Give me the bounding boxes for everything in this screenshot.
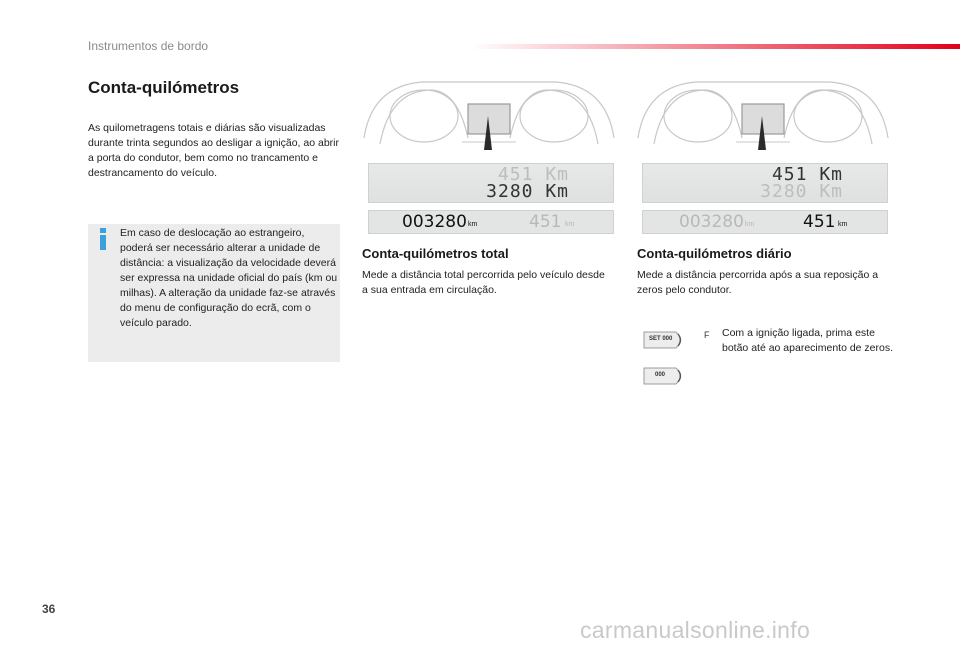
display-trip-line: 451 Km [771,164,843,185]
instrument-cluster-illustration-daily [636,78,890,158]
info-icon [98,228,108,250]
daily-section-title: Conta-quilómetros diário [637,246,792,261]
trip-display-daily [642,163,888,203]
instrument-cluster-illustration-total [362,78,616,158]
running-header: Instrumentos de bordo [88,39,209,53]
reset-button-label: 000 [655,372,666,378]
odometer-trip-value: 451 [803,212,836,232]
trip-display-total [368,163,614,203]
display-total-line: 3280 Km [486,181,569,202]
reset-button-illustration [642,330,688,352]
odometer-trip-unit: km [565,221,575,228]
bullet-arrow-icon: F [704,330,710,340]
info-box-text: Em caso de deslocação ao estrangeiro, poderá ser necessário alterar a unidade de distância: a visualização da velocidade deverá ser expressa na unidade oficial do país (km ou milhas). A alteração da unidade faz-se através do menu de configuração do ecrã, com o veículo parado. [120,227,338,329]
display-total-line: 3280 Km [760,181,843,202]
odometer-total-value: 003280 [679,212,744,232]
odometer-total-unit: km [745,221,755,228]
header-accent-bar [470,44,960,49]
odometer-total-unit: km [468,221,478,228]
reset-button-label: SET 000 [649,336,673,342]
watermark: carmanualsonline.info [580,617,811,643]
page-number: 36 [42,602,56,616]
odometer-total-value: 003280 [402,212,467,232]
odometer-trip-unit: km [838,221,848,228]
daily-section-text: Mede a distância percorrida após a sua reposição a zeros pelo condutor. [637,269,879,296]
odometer-bar-total [368,210,614,234]
odometer-bar-daily [642,210,888,234]
total-section-title: Conta-quilómetros total [362,246,509,261]
page-title: Conta-quilómetros [88,78,240,97]
intro-paragraph: As quilometragens totais e diárias são visualizadas durante trinta segundos ao desligar a ignição, ao abrir a porta do condutor, bem como no trancamento e destrancamento do veículo. [88,122,339,179]
reset-instruction: Com a ignição ligada, prima este botão até ao aparecimento de zeros. [722,327,894,354]
display-trip-line: 451 Km [497,164,569,185]
reset-button-illustration-alt [642,366,688,388]
odometer-trip-value: 451 [529,212,562,232]
total-section-text: Mede a distância total percorrida pelo veículo desde a sua entrada em circulação. [362,269,605,296]
